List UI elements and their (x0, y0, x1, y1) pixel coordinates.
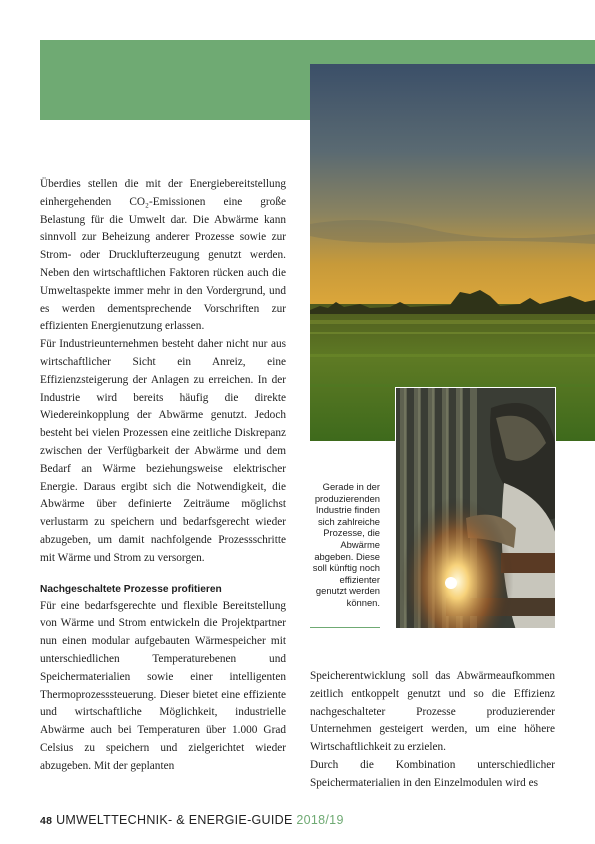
landscape-sunset-photo (310, 64, 595, 441)
welder-photo (395, 387, 556, 629)
publication-title: UMWELTTECHNIK- & ENERGIE-GUIDE (56, 813, 293, 827)
page-number: 48 (40, 815, 53, 827)
body-paragraph: Speicherentwicklung soll das Abwärmeaufkommen zeitlich entkoppelt genutzt und so die Effizienz nachgeschalteter Prozesse produzierender Unternehmen gesteigert werden, um eine höhere Wirtschaftlichkeit zu erzielen. (310, 670, 555, 754)
green-header-strip (310, 40, 595, 64)
body-paragraph: Überdies stellen die mit der Energiebereitstellung einhergehenden CO₂-Emissionen eine große Belastung für die Umwelt dar. Die Abwärme kann sinnvoll zur Beheizung anderer Prozesse sowie zur Strom- oder Drucklufterzeugung genutzt werden. Neben den wirtschaftlichen Faktoren rücken auch die Umweltaspekte immer mehr in den Vordergrund, und es werden dementsprechende Vorschriften zur effizienten Energienutzung erlassen. (40, 178, 286, 333)
article-column-right (310, 668, 555, 793)
body-paragraph: Für eine bedarfsgerechte und flexible Bereitstellung von Wärme und Strom entwickeln die Projektpartner nun einen modular aufgebauten Wärmespeicher mit unterschiedlichen Temperaturebenen und Speichermaterialien sowie einer intelligenten Thermoprozesssteuerung. Dieser bietet eine effiziente und wirtschaftliche Möglichkeit, industrielle Abwärme auch bei Temperaturen über 1.000 Grad Celsius zu speichern und zielgerichtet wieder abzugeben. Mit der geplanten (40, 599, 286, 772)
article-column-left (40, 176, 286, 776)
caption-divider (310, 627, 380, 628)
publication-year: 2018/19 (296, 813, 344, 827)
body-paragraph: Für Industrieunternehmen besteht daher nicht nur aus wirtschaftlicher Sicht ein Anreiz, eine Effizienzsteigerung der Anlagen zu erreichen. In der Industrie wird bereits häufig die direkte Wiedereinkopplung der Abwärme genutzt. Jedoch besteht bei vielen Prozessen eine zeitliche Diskrepanz zwischen der Verfügbarkeit der Abwärme und dem Bedarf an Wärme beziehungsweise elektrischer Energie. Daraus ergibt sich die Notwendigkeit, die Abwärme über definierte Zeiträume möglichst verlustarm zu speichern und bedarfsgerecht wieder abzugeben, um damit nachfolgende Prozessschritte mit Wärme und Strom zu versorgen. (40, 338, 286, 564)
green-header-block (40, 40, 310, 120)
section-subheading: Nachgeschaltete Prozesse profitieren (40, 583, 222, 595)
photo-caption: Gerade in der produzierenden Industrie finden sich zahlreiche Prozesse, die Abwärme abgeben. Diese soll künftig noch effizienter genutzt werden können. (312, 481, 380, 608)
body-paragraph: Durch die Kombination unterschiedlicher Speichermaterialien in den Einzelmodulen wird es (310, 758, 555, 789)
page-footer (40, 812, 344, 829)
